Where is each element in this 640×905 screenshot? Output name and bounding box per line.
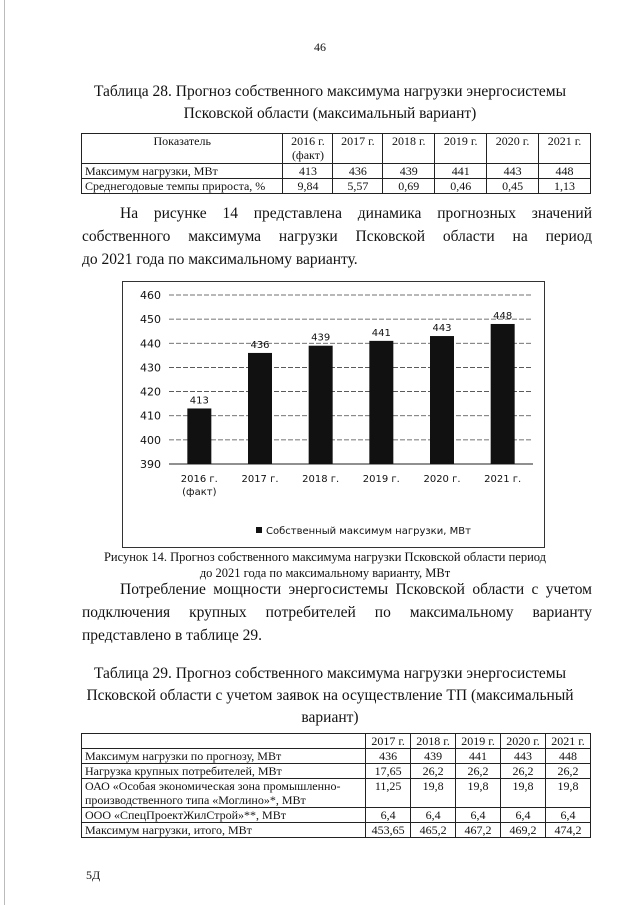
table29-cell: 6,4 (366, 808, 411, 823)
paragraph-1-line1: На рисунке 14 представлена динамика прогнозных значений (120, 205, 592, 222)
y-tick-label: 390 (140, 458, 161, 471)
bar (369, 341, 393, 464)
table28-header-row (82, 134, 591, 164)
table29-cell: 26,2 (456, 764, 501, 779)
figure-caption-line1: Рисунок 14. Прогноз собственного максимума нагрузки Псковской области период (103, 550, 547, 564)
table-row (82, 823, 591, 838)
table28-cell: 0,45 (487, 179, 539, 194)
table28-header-label: Показатель (82, 134, 283, 164)
page-number: 46 (314, 40, 326, 54)
table28-header-year (283, 134, 333, 164)
table-row (82, 779, 591, 808)
table28-header-year: 2019 г. (435, 134, 487, 164)
table28-header-fact: (факт) (291, 148, 324, 162)
table29-cell: 26,2 (411, 764, 456, 779)
data-label: 439 (311, 332, 331, 344)
bar-chart (123, 282, 544, 547)
table28-header-year: 2021 г. (539, 134, 591, 164)
x-tick-label: 2021 г. (484, 474, 522, 485)
data-label: 448 (493, 310, 513, 322)
table29-caption-line1: Таблица 29. Прогноз собственного максимума нагрузки энергосистемы (93, 665, 567, 682)
table28-row-label: Среднегодовые темпы прироста, % (82, 179, 283, 194)
bar (309, 346, 333, 464)
table29-header-year: 2018 г. (411, 734, 456, 749)
table29-header-row (82, 734, 591, 749)
paragraph-1-line3: до 2021 года по максимальному варианту. (82, 251, 358, 268)
table-row (82, 764, 591, 779)
x-tick-label: 2018 г. (302, 474, 340, 485)
table28-header-year: 2017 г. (333, 134, 383, 164)
table29-caption-line3: вариант) (301, 709, 359, 726)
y-tick-label: 440 (140, 337, 161, 351)
table29-cell: 19,8 (501, 779, 546, 808)
x-tick-label: 2020 г. (423, 474, 461, 485)
footer-mark: 5Д (86, 868, 101, 882)
figure-caption-line2: до 2021 года по максимальному варианту, МВт (199, 566, 451, 580)
table29-row-label: Максимум нагрузки по прогнозу, МВт (82, 749, 366, 764)
scan-edge-line (4, 0, 5, 905)
table28-header-year: 2018 г. (383, 134, 435, 164)
paragraph-2-line1: Потребление мощности энергосистемы Псковской области с учетом (120, 581, 592, 598)
x-tick-label: 2016 г. (180, 474, 218, 485)
paragraph-2-line2: подключения крупных потребителей по максимальному варианту (82, 604, 592, 621)
table28-cell: 0,46 (435, 179, 487, 194)
paragraph-1-line2: собственного максимума нагрузки Псковской области на период (82, 228, 592, 245)
table29-cell: 469,2 (501, 823, 546, 838)
table29-cell: 453,65 (366, 823, 411, 838)
table28-row-label: Максимум нагрузки, МВт (82, 164, 283, 179)
table29-caption (60, 663, 600, 729)
bar (491, 324, 515, 464)
x-tick-label: 2019 г. (362, 474, 400, 485)
data-label: 443 (432, 323, 452, 335)
table29-header-year: 2019 г. (456, 734, 501, 749)
y-tick-label: 410 (140, 409, 161, 423)
table29-cell: 26,2 (501, 764, 546, 779)
table29-header-year: 2017 г. (366, 734, 411, 749)
table29-cell: 19,8 (411, 779, 456, 808)
legend-swatch (256, 527, 262, 533)
table29-cell: 467,2 (456, 823, 501, 838)
table29-cell: 6,4 (501, 808, 546, 823)
table29-header-empty (82, 734, 366, 749)
table28-cell: 413 (283, 164, 333, 179)
table29-row-label: Нагрузка крупных потребителей, МВт (82, 764, 366, 779)
table28-cell: 443 (487, 164, 539, 179)
table28-caption (60, 81, 600, 125)
y-tick-label: 400 (140, 433, 161, 447)
table-row (82, 808, 591, 823)
table29-cell: 6,4 (411, 808, 456, 823)
table-row (82, 749, 591, 764)
table28-caption-line1: Таблица 28. Прогноз собственного максимума нагрузки энергосистемы (93, 83, 567, 100)
table28 (81, 133, 591, 194)
table28-header-year-text: 2016 г. (291, 134, 325, 148)
table29-cell: 17,65 (366, 764, 411, 779)
table29-cell: 448 (546, 749, 591, 764)
table29-cell: 6,4 (456, 808, 501, 823)
chart-frame (122, 281, 545, 548)
table28-header-year: 2020 г. (487, 134, 539, 164)
table29-cell: 19,8 (456, 779, 501, 808)
table29-cell: 436 (366, 749, 411, 764)
data-label: 413 (189, 395, 209, 407)
table29-header-year: 2021 г. (546, 734, 591, 749)
table29-cell: 439 (411, 749, 456, 764)
y-tick-label: 460 (140, 289, 161, 302)
bar (248, 353, 272, 464)
table29-cell: 6,4 (546, 808, 591, 823)
x-tick-label: 2017 г. (241, 474, 279, 485)
table29 (81, 733, 591, 838)
table-row (82, 164, 591, 179)
y-tick-label: 450 (140, 313, 161, 327)
table28-cell: 436 (333, 164, 383, 179)
table28-caption-line2: Псковской области (максимальный вариант) (183, 105, 477, 122)
table29-cell: 11,25 (366, 779, 411, 808)
table28-cell: 448 (539, 164, 591, 179)
y-tick-label: 420 (140, 385, 161, 399)
paragraph-2 (82, 578, 592, 647)
data-label: 436 (250, 339, 270, 351)
table28-cell: 0,69 (383, 179, 435, 194)
table28-cell: 5,57 (333, 179, 383, 194)
bar (430, 336, 454, 464)
table28-cell: 441 (435, 164, 487, 179)
paragraph-1 (82, 202, 592, 271)
table29-cell: 19,8 (546, 779, 591, 808)
table28-cell: 9,84 (283, 179, 333, 194)
y-tick-label: 430 (140, 361, 161, 375)
table-row (82, 179, 591, 194)
x-tick-sublabel: (факт) (182, 487, 217, 498)
table29-cell: 465,2 (411, 823, 456, 838)
table29-cell: 474,2 (546, 823, 591, 838)
paragraph-2-line3: представлено в таблице 29. (82, 627, 262, 644)
table29-row-label: Максимум нагрузки, итого, МВт (82, 823, 366, 838)
legend-label: Собственный максимум нагрузки, МВт (266, 526, 471, 537)
bar (187, 408, 211, 464)
table28-cell: 1,13 (539, 179, 591, 194)
data-label: 441 (371, 327, 391, 339)
table29-caption-line2: Псковской области с учетом заявок на осуществление ТП (максимальный (86, 687, 574, 704)
table29-header-year: 2020 г. (501, 734, 546, 749)
table29-cell: 443 (501, 749, 546, 764)
table29-cell: 441 (456, 749, 501, 764)
table29-cell: 26,2 (546, 764, 591, 779)
table29-row-label: ООО «СпецПроектЖилСтрой»**, МВт (82, 808, 366, 823)
table29-row-label: ОАО «Особая экономическая зона промышленно-производственного типа «Моглино»*, МВт (82, 779, 366, 808)
figure-caption (100, 549, 550, 581)
table28-cell: 439 (383, 164, 435, 179)
